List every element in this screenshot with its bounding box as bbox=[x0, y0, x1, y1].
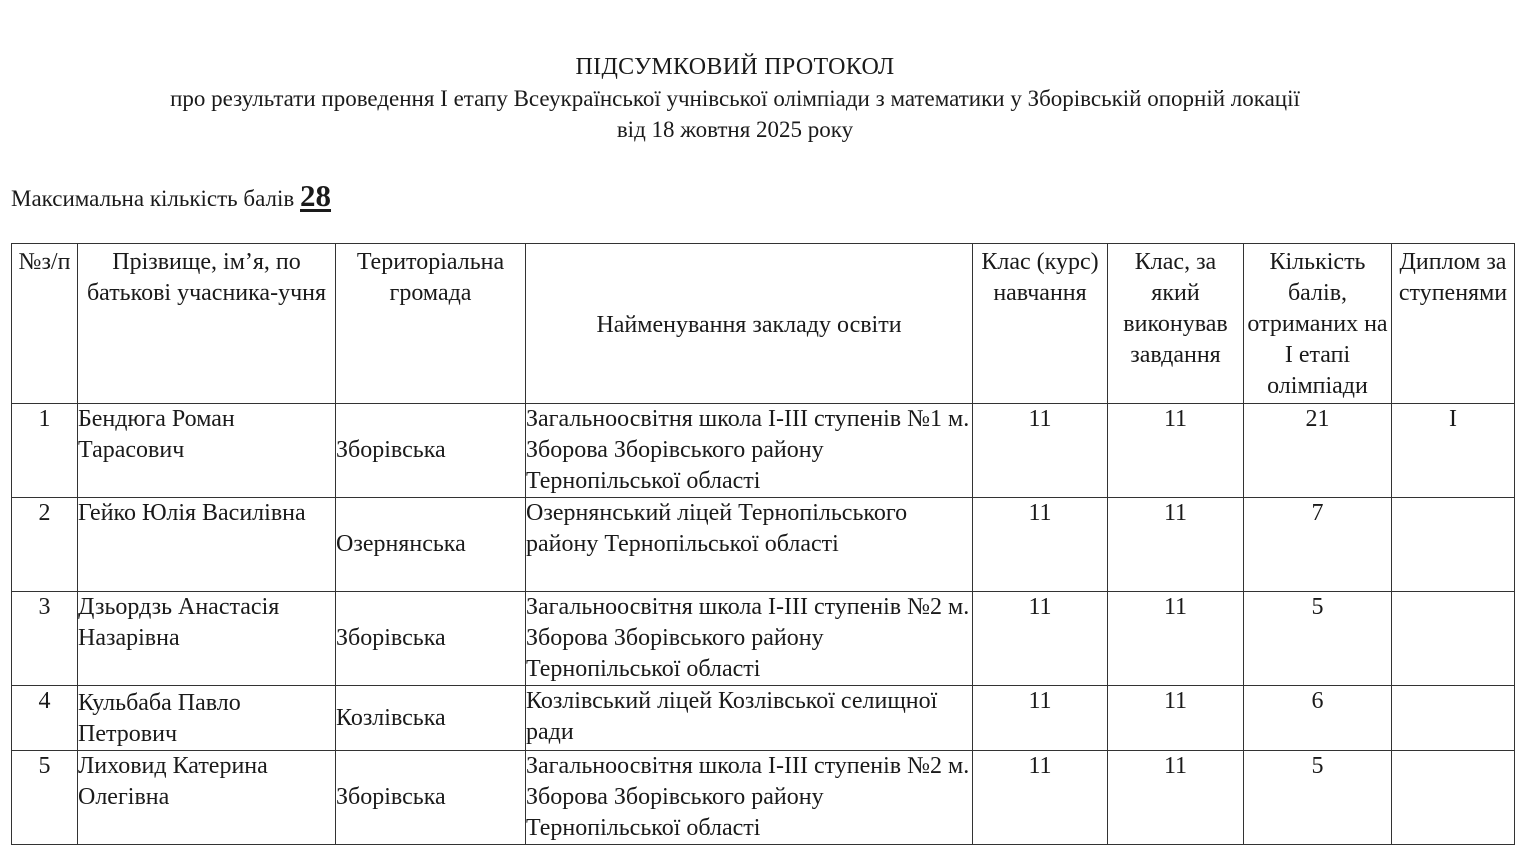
cell-number: 2 bbox=[12, 498, 78, 592]
cell-number: 1 bbox=[12, 404, 78, 498]
cell-grade-for: 11 bbox=[1108, 404, 1244, 498]
cell-grade-for: 11 bbox=[1108, 686, 1244, 751]
cell-score: 5 bbox=[1244, 592, 1392, 686]
cell-score: 6 bbox=[1244, 686, 1392, 751]
cell-grade: 11 bbox=[973, 498, 1108, 592]
cell-community: Озернянська bbox=[336, 498, 526, 592]
document-subtitle: про результати проведення І етапу Всеукраїнської учнівської олімпіади з математики у Зборівській опорній локації bbox=[170, 86, 1300, 111]
cell-community: Зборівська bbox=[336, 751, 526, 845]
table-row bbox=[12, 498, 1515, 592]
table-row bbox=[12, 751, 1515, 845]
cell-school: Озернянський ліцей Тернопільського району Тернопільської області bbox=[526, 498, 973, 592]
cell-score: 7 bbox=[1244, 498, 1392, 592]
cell-grade: 11 bbox=[973, 686, 1108, 751]
cell-school: Козлівський ліцей Козлівської селищної ради bbox=[526, 686, 973, 751]
cell-school: Загальноосвітня школа І-ІІІ ступенів №2 м. Зборова Зборівського району Тернопільської області bbox=[526, 592, 973, 686]
cell-grade-for: 11 bbox=[1108, 751, 1244, 845]
header-cell-name: Прізвище, ім’я, по батькові учасника-учня bbox=[78, 244, 336, 404]
header-cell-grade: Клас (курс) навчання bbox=[973, 244, 1108, 404]
results-table bbox=[11, 243, 1515, 845]
header-cell-grade-for: Клас, за який виконував завдання bbox=[1108, 244, 1244, 404]
cell-school: Загальноосвітня школа І-ІІІ ступенів №2 м. Зборова Зборівського району Тернопільської області bbox=[526, 751, 973, 845]
cell-score: 5 bbox=[1244, 751, 1392, 845]
header-cell-community: Територіальна громада bbox=[336, 244, 526, 404]
cell-grade: 11 bbox=[973, 751, 1108, 845]
cell-community: Козлівська bbox=[336, 686, 526, 751]
max-score-label: Максимальна кількість балів bbox=[11, 186, 295, 211]
header-cell-school: Найменування закладу освіти bbox=[526, 244, 973, 404]
cell-number: 5 bbox=[12, 751, 78, 845]
table-row bbox=[12, 686, 1515, 751]
cell-grade: 11 bbox=[973, 592, 1108, 686]
cell-diploma bbox=[1392, 498, 1515, 592]
cell-community: Зборівська bbox=[336, 592, 526, 686]
table-header-row bbox=[12, 244, 1515, 404]
cell-name: Дзьордзь Анастасія Назарівна bbox=[78, 592, 336, 686]
cell-number: 4 bbox=[12, 686, 78, 751]
document-title: ПІДСУМКОВИЙ ПРОТОКОЛ bbox=[575, 54, 895, 80]
cell-diploma bbox=[1392, 592, 1515, 686]
cell-school: Загальноосвітня школа І-ІІІ ступенів №1 м. Зборова Зборівського району Тернопільської області bbox=[526, 404, 973, 498]
cell-grade-for: 11 bbox=[1108, 498, 1244, 592]
cell-diploma: І bbox=[1392, 404, 1515, 498]
table-row bbox=[12, 404, 1515, 498]
max-score-value: 28 bbox=[300, 178, 332, 213]
header-cell-diploma: Диплом за ступенями bbox=[1392, 244, 1515, 404]
document-date: від 18 жовтня 2025 року bbox=[616, 117, 854, 142]
cell-community: Зборівська bbox=[336, 404, 526, 498]
max-score-line bbox=[11, 176, 331, 219]
cell-name: Бендюга Роман Тарасович bbox=[78, 404, 336, 498]
cell-score: 21 bbox=[1244, 404, 1392, 498]
cell-diploma bbox=[1392, 751, 1515, 845]
cell-name: Лиховид Катерина Олегівна bbox=[78, 751, 336, 845]
cell-diploma bbox=[1392, 686, 1515, 751]
document-header bbox=[0, 52, 1470, 145]
cell-name: Кульбаба Павло Петрович bbox=[78, 686, 336, 751]
cell-name: Гейко Юлія Василівна bbox=[78, 498, 336, 592]
cell-grade-for: 11 bbox=[1108, 592, 1244, 686]
cell-number: 3 bbox=[12, 592, 78, 686]
table-row bbox=[12, 592, 1515, 686]
header-cell-number: №з/п bbox=[12, 244, 78, 404]
cell-grade: 11 bbox=[973, 404, 1108, 498]
header-cell-score: Кількість балів, отриманих на І етапі олімпіади bbox=[1244, 244, 1392, 404]
